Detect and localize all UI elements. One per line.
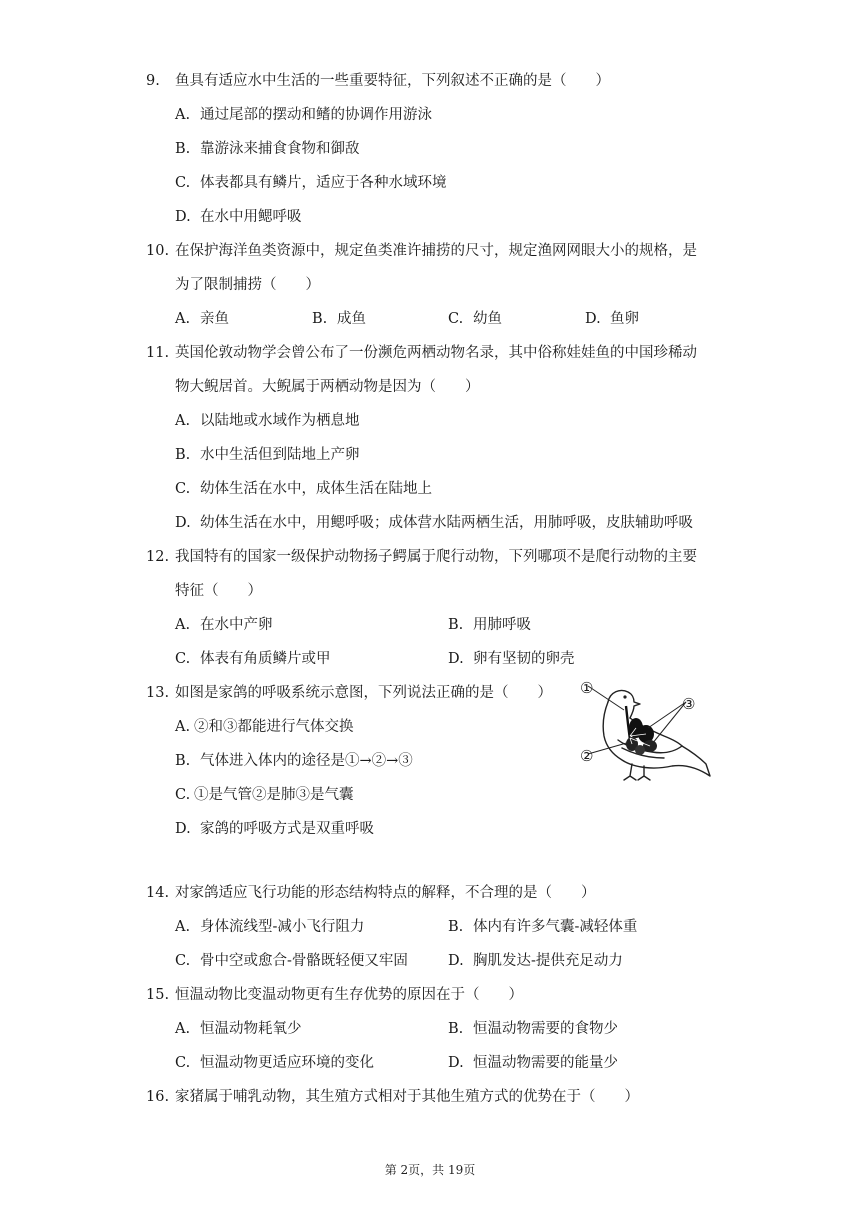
question-stem: 如图是家鸽的呼吸系统示意图，下列说法正确的是（ ） [175,685,552,701]
question-stem: 我国特有的国家一级保护动物扬子鳄属于爬行动物，下列哪项不是爬行动物的主要 [175,549,697,565]
option-text: 在水中用鳃呼吸 [200,209,302,225]
option-letter: A. [175,719,191,735]
option-letter: C. [175,953,191,969]
option-a [175,917,364,937]
option-c [175,785,354,805]
option-d [175,207,302,227]
option-a [175,411,360,431]
question-number: 13. [146,685,170,701]
option-b [312,309,366,329]
option-text: 幼鱼 [473,311,502,327]
option-b [448,917,637,937]
option-text: 骨中空或愈合-骨骼既轻便又牢固 [200,953,408,969]
option-letter: D. [448,651,464,667]
option-a [175,717,354,737]
option-text: 以陆地或水域作为栖息地 [200,413,360,429]
option-d [585,309,639,329]
option-letter: C. [175,175,191,191]
option-letter: A. [175,1021,191,1037]
option-text: 水中生活但到陆地上产卵 [200,447,360,463]
option-d [448,1053,618,1073]
question-stem: 对家鸽适应飞行功能的形态结构特点的解释，不合理的是（ ） [175,885,596,901]
option-d [175,819,374,839]
option-letter: C. [175,481,191,497]
option-letter: D. [175,515,191,531]
question-stem-cont: 为了限制捕捞（ ） [175,277,320,293]
option-letter: D. [175,209,191,225]
option-text: 胸肌发达-提供充足动力 [473,953,623,969]
figure-label-1: ① [580,679,594,697]
option-letter: D. [448,953,464,969]
option-text: 鱼卵 [610,311,639,327]
option-letter: B. [448,919,464,935]
question-stem: 英国伦敦动物学会曾公布了一份濒危两栖动物名录，其中俗称娃娃鱼的中国珍稀动 [175,345,697,361]
option-c [175,173,447,193]
option-text: 卵有坚韧的卵壳 [473,651,575,667]
option-b [448,1019,618,1039]
option-text: 幼体生活在水中，成体生活在陆地上 [200,481,432,497]
page-footer: 第 2页，共 19页 [384,1163,476,1177]
option-letter: D. [585,311,601,327]
question-number: 9. [146,73,160,89]
question-stem: 家猪属于哺乳动物，其生殖方式相对于其他生殖方式的优势在于（ ） [175,1089,639,1105]
question-stem-cont: 物大鲵居首。大鲵属于两栖动物是因为（ ） [175,379,480,395]
option-letter: B. [175,753,191,769]
option-b [175,445,360,465]
option-a [175,1019,302,1039]
question-number: 10. [146,243,170,259]
option-b [175,751,413,771]
option-letter: C. [175,1055,191,1071]
option-text: 气体进入体内的途径是①→②→③ [200,753,413,769]
option-text: 成鱼 [337,311,366,327]
question-stem: 在保护海洋鱼类资源中，规定鱼类准许捕捞的尺寸，规定渔网网眼大小的规格，是 [175,243,697,259]
option-letter: A. [175,413,191,429]
option-text: 用肺呼吸 [473,617,531,633]
option-letter: C. [448,311,464,327]
option-letter: B. [175,141,191,157]
option-letter: A. [175,919,191,935]
option-text: 恒温动物需要的能量少 [473,1055,618,1071]
option-text: 幼体生活在水中，用鳃呼吸；成体营水陆两栖生活，用肺呼吸，皮肤辅助呼吸 [200,515,693,531]
option-text: 亲鱼 [200,311,229,327]
pigeon-illustration [574,680,724,784]
option-b [175,139,360,159]
option-b [448,615,531,635]
question-number: 11. [146,345,170,361]
option-text: 体内有许多气囊-减轻体重 [473,919,638,935]
option-a [175,105,432,125]
question-number: 14. [146,885,170,901]
question-stem-cont: 特征（ ） [175,583,262,599]
option-letter: B. [448,617,464,633]
option-letter: C. [175,787,191,803]
option-text: ②和③都能进行气体交换 [194,719,354,735]
option-text: ①是气管②是肺③是气囊 [194,787,354,803]
figure-label-3: ③ [682,695,696,713]
option-text: 恒温动物更适应环境的变化 [200,1055,374,1071]
option-text: 体表都具有鳞片，适应于各种水域环境 [200,175,447,191]
option-c [448,309,502,329]
option-letter: A. [175,617,191,633]
option-text: 靠游泳来捕食食物和御敌 [200,141,360,157]
option-letter: A. [175,311,191,327]
option-c [175,479,432,499]
question-number: 16. [146,1089,170,1105]
option-text: 身体流线型-减小飞行阻力 [200,919,365,935]
figure-label-2: ② [580,747,594,765]
question-stem: 鱼具有适应水中生活的一些重要特征，下列叙述不正确的是（ ） [175,73,610,89]
option-letter: A. [175,107,191,123]
option-c [175,951,408,971]
option-letter: C. [175,651,191,667]
option-c [175,1053,374,1073]
option-text: 恒温动物耗氧少 [200,1021,302,1037]
option-text: 通过尾部的摆动和鳍的协调作用游泳 [200,107,432,123]
question-number: 12. [146,549,170,565]
option-d [175,513,693,533]
option-letter: B. [312,311,328,327]
option-text: 恒温动物需要的食物少 [473,1021,618,1037]
option-d [448,649,575,669]
option-text: 家鸽的呼吸方式是双重呼吸 [200,821,374,837]
question-stem: 恒温动物比变温动物更有生存优势的原因在于（ ） [175,987,523,1003]
option-text: 在水中产卵 [200,617,273,633]
question-number: 15. [146,987,170,1003]
option-letter: D. [175,821,191,837]
option-d [448,951,623,971]
option-letter: B. [448,1021,464,1037]
option-letter: D. [448,1055,464,1071]
option-a [175,615,273,635]
option-a [175,309,229,329]
option-text: 体表有角质鳞片或甲 [200,651,331,667]
option-c [175,649,331,669]
pigeon-respiratory-figure [574,680,724,784]
option-letter: B. [175,447,191,463]
